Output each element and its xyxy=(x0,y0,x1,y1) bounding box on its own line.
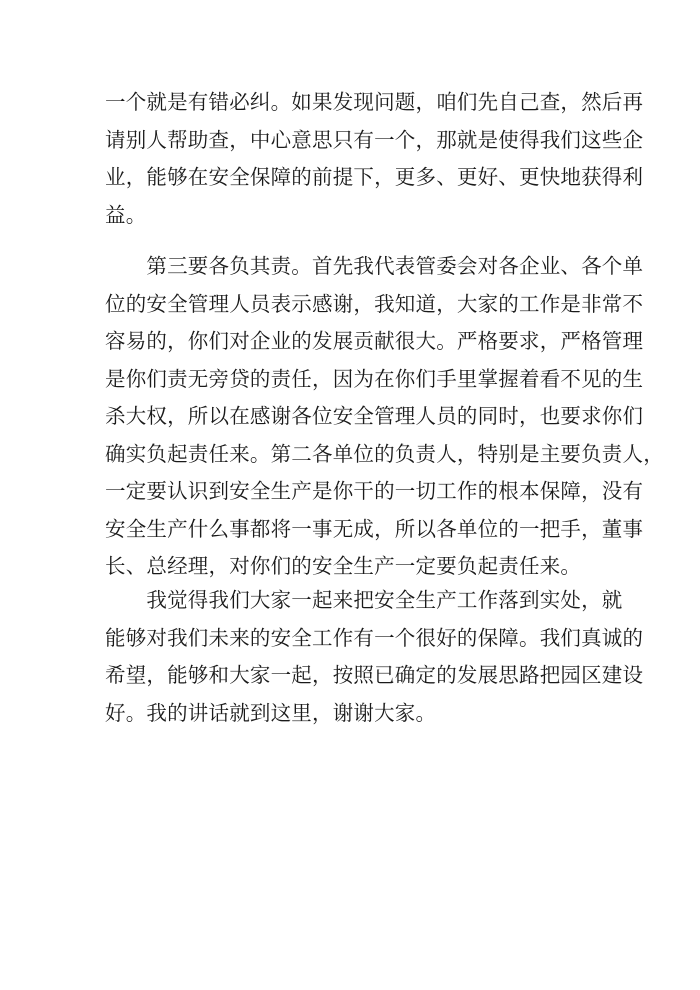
paragraph-1 xyxy=(105,84,644,234)
paragraph-2-line-2: 位的安全管理人员表示感谢，我知道，大家的工作是非常不 xyxy=(105,291,644,316)
paragraph-1-line-1: 一个就是有错必纠。如果发现问题，咱们先自己查，然后再 xyxy=(105,90,644,114)
paragraph-2 xyxy=(105,248,664,586)
paragraph-2-line-1: 第三要各负其责。首先我代表管委会对各企业、各个单 xyxy=(105,254,644,278)
paragraph-2-line-5: 杀大权，所以在感谢各位安全管理人员的同时，也要求你们 xyxy=(105,404,644,428)
paragraph-3-line-3: 希望，能够和大家一起，按照已确定的发展思路把园区建设 xyxy=(105,663,644,687)
paragraph-2-line-6: 确实负起责任来。第二各单位的负责人，特别是主要负责人， xyxy=(105,441,664,466)
paragraph-3-line-4: 好。我的讲话就到这里，谢谢大家。 xyxy=(105,700,437,725)
paragraph-2-line-8: 安全生产什么事都将一事无成，所以各单位的一把手，董事 xyxy=(105,516,644,541)
paragraph-3 xyxy=(105,582,644,732)
paragraph-2-line-3: 容易的，你们对企业的发展贡献很大。严格要求，严格管理 xyxy=(105,329,644,353)
paragraph-1-line-4: 益。 xyxy=(105,202,147,227)
paragraph-3-line-1: 我觉得我们大家一起来把安全生产工作落到实处，就 xyxy=(105,588,623,612)
paragraph-2-line-7: 一定要认识到安全生产是你干的一切工作的根本保障，没有 xyxy=(105,479,644,503)
paragraph-2-line-9: 长、总经理，对你们的安全生产一定要负起责任来。 xyxy=(105,554,582,578)
paragraph-2-line-4: 是你们责无旁贷的责任，因为在你们手里掌握着看不见的生 xyxy=(105,366,644,391)
paragraph-3-line-2: 能够对我们未来的安全工作有一个很好的保障。我们真诚的 xyxy=(105,625,644,650)
paragraph-1-line-3: 业，能够在安全保障的前提下，更多、更好、更快地获得利 xyxy=(105,165,644,189)
paragraph-1-line-2: 请别人帮助查，中心意思只有一个，那就是使得我们这些企 xyxy=(105,127,644,152)
